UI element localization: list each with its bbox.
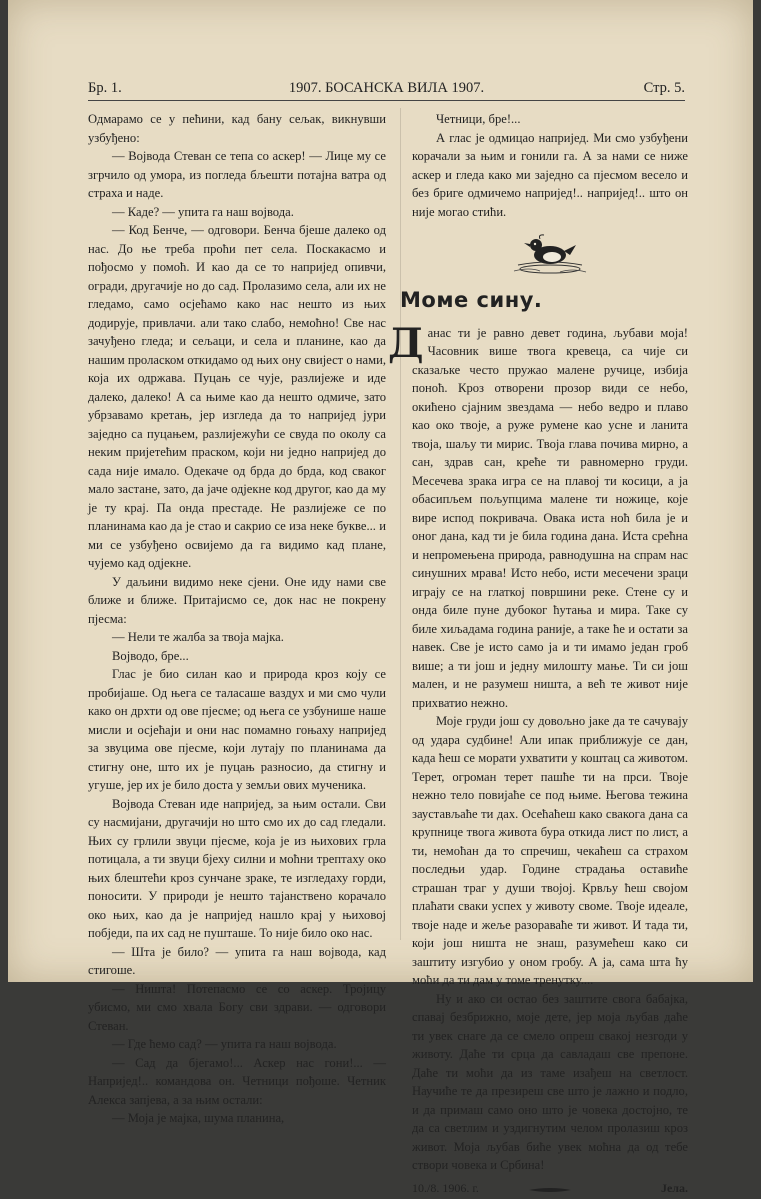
- paragraph: Четници, бре!...: [436, 112, 521, 126]
- paragraph: — Каде? — упита га наш војвода.: [112, 204, 294, 219]
- paragraph: Војводо, бре...: [112, 648, 189, 663]
- newspaper-page: [8, 0, 753, 1195]
- paragraph: Ну и ако си остао без заштите свога бабајка, спавај безбрижно, моје дете, јер моја љубав даће ти увек снаге да се смело опреш свакој незгоди у животу. Даће ти срца да савладаш све препоне. Даће ти моћи да из таме изађеш на светлост. Научиће те да презиреш све што је лажно и подло, и да примаш само оно што је човека достојно, те да са светлим и уздигнутим челом пролазиш кроз живот. Моја љубав биће увек моћна да од тебе створи човека и Србина!: [412, 991, 688, 1172]
- paragraph: А глас је одмицао напријед. Ми смо узбуђени корачали за њим и гонили га. А за нами се ниже аскер и гледа како ми заједно са пјесмом весело и без бриге одмичемо напријед!.. напријед!.. што он није могао стићи.: [412, 130, 688, 219]
- paragraph: Војвода Стеван иде напријед, за њим остали. Сви су насмијани, другачији но што смо их до сад гледали. Њих су грлили звуци пјесме, која је из њихових грла потицала, а ти звуци бјеху силни и моћни трептаху око њих блештећи кроз сунчане зраке, те изгледаху горди, поносити. У природи је нешто тајанствено корачало око њих, као да је напријед нашло крај у њиховој побједи, па их сад не пушташе. То није било око нас.: [88, 796, 386, 940]
- left-column: [88, 110, 386, 1128]
- column-divider: [400, 108, 401, 940]
- signature-block: [412, 1179, 688, 1199]
- author-name: Јела.: [660, 1180, 688, 1195]
- paragraph: Одмарамо се у пећини, кад бану сељак, викнувши узбуђено:: [88, 112, 386, 145]
- right-column: [388, 110, 688, 1195]
- page-number: Стр. 5.: [643, 80, 685, 96]
- publication-title: 1907. БОСАНСКА ВИЛА 1907.: [288, 80, 485, 96]
- paragraph: Глас је био силан као и природа кроз коју се пробијаше. Од њега се таласаше ваздух и ми смо чули како он дрхти од ове пјесме; од њега се узбунише наше мисли и осјећаји и они нас помамно гоњаху напријед за звуцима ове пјесме, који лутају по планинама да стигну оне, што их је пуцањ разносио, да стигну и угуше, јер их је било доста у земљи ових мученика.: [88, 667, 386, 792]
- first-paragraph: [388, 319, 688, 713]
- bird-illustration-icon: [510, 231, 590, 277]
- paragraph: — Нели те жалба за твоја мајка.: [112, 630, 284, 644]
- poem-title: Моме сину.: [400, 288, 543, 312]
- article-date: 10./8. 1906. г.: [412, 1180, 479, 1195]
- page-header: [88, 78, 685, 101]
- drop-cap: Д: [388, 319, 424, 367]
- paragraph: — Сад да бјегамо!... Аскер нас гони!... — Напријед!.. командова он. Четници пођоше. Четник Алекса запјева, а за њим остали:: [88, 1055, 386, 1107]
- issue-number: Бр. 1.: [88, 80, 122, 96]
- paragraph: У даљини видимо неке сјени. Оне иду нами све ближе и ближе. Притајисмо се, док нас не покрену пјесма:: [88, 574, 386, 626]
- paragraph: — Ништа! Потепасмо се со аскер. Тројицу убисмо, ми смо хвала Богу сви здрави. — одговори Стеван.: [88, 981, 386, 1033]
- first-paragraph-text: анас ти је равно девет година, љубави моја! Часовник више твога кревеца, са чије си сказаљке често пружао малене ручице, избија поноћ. Кроз отворени прозор види се небо, окићено сјајним звездама — небо ведро и плаво као око твоје, а руже румене као усне и ланита твоја, шаљу ти мирис. Твоја глава почива мирно, а сан, здрав сан, креће ти равномерно груди. Месечева зрака игра се на плавој ти косици, а ја обасипљем пољупцима малене ти ножице, које вире испод покривача. Овака иста ноћ била је и оног дана, кад ти је била година дана. Иста срећна и непромењена природа, равнодушна на спрам нас синушних мрава! Исто небо, исти месечени зраци играју се на глаткој површини реке. Стене су и онда биле пуне дубоког ћутања и мира. Таке су биле хиљадама година раније, а таке ће и остати за навек. Све је исто само ја и ти имамо један гроб више; а ти још и једну милошту мање. Ти си још мален, и не разумеш ништа, а већ те живот није прихватио нежно.: [412, 325, 688, 710]
- paragraph: — Шта је било? — упита га наш војвода, кад стигоше.: [88, 944, 386, 977]
- paragraph: — Моја је мајка, шума планина,: [112, 1111, 285, 1125]
- paragraph: — Где ћемо сад? — упита га наш војвода.: [112, 1037, 337, 1051]
- paragraph: — Код Бенче, — одговори. Бенча бјеше далеко од нас. До ње треба проћи пет села. Поскакасмо и пођосмо у помоћ. И као да се то напријед опивчи, огради, другачије но до сад. Пролазимо села, али их не гледамо, само осјећамо како нас нешто из њих додирује, привлачи. али тако слабо, немоћно! Све нас зачуђено гледа; и сељаци, и села и планине, као да нашим проласком откидамо од њих ону свијест о нами, која их одржава. Пуцањ се чује, разлијеже и иде далеко, далеко! А са њиме као да нешто одмиче, зато убрзавамо кретањ, јер изгледа да то напријед јури заједно са пуцањем, разлијежући се свуда по околу са неким пријетећим праском, који ни једно напријед до сада није имало. Одекаче од брда до брда, код сваког мало застане, зато, да јаче одјекне код другог, као да му је ту крај. Па онда престаде. Не разлијеже се по планинама као да је стао и сакрио се иза неке букве... и ми се узбуђено освијемо да га видимо кад плане, чујемо кад одјекне.: [88, 223, 386, 570]
- paragraph: Моје груди још су довољно јаке да те сачувају од удара судбине! Али ипак приближује се дан, када ћеш се морати ухватити у коштац са животом. Терет, огроман терет пашће ти на прси. Твоје нежно тело повијаће се под њиме. Његова тежина заустављаће ти дах. Осећаћеш како свакога дана са крупнице твога живота бура откида лист по лист, а ти, немоћан да то спречиш, чекаћеш са страхом последњи удар. Године страдања оставиће страшан траг у души твојој. Крвљу ћеш својом плаћати сваки успех у животу своме. Твоје идеале, твоје наде и жеље разораваће ти живот. И тада ти, који још ништа не знаш, разумећеш како си заштиту изгубио у оном гробу. А ја, сама шта ћу моћи да ти дам у томе тренутку....: [412, 714, 688, 987]
- paragraph: — Војвода Стеван се тепа со аскер! — Лице му се згрчило од умора, из погледа бљешти потајна ватра од страха и наде.: [88, 149, 386, 200]
